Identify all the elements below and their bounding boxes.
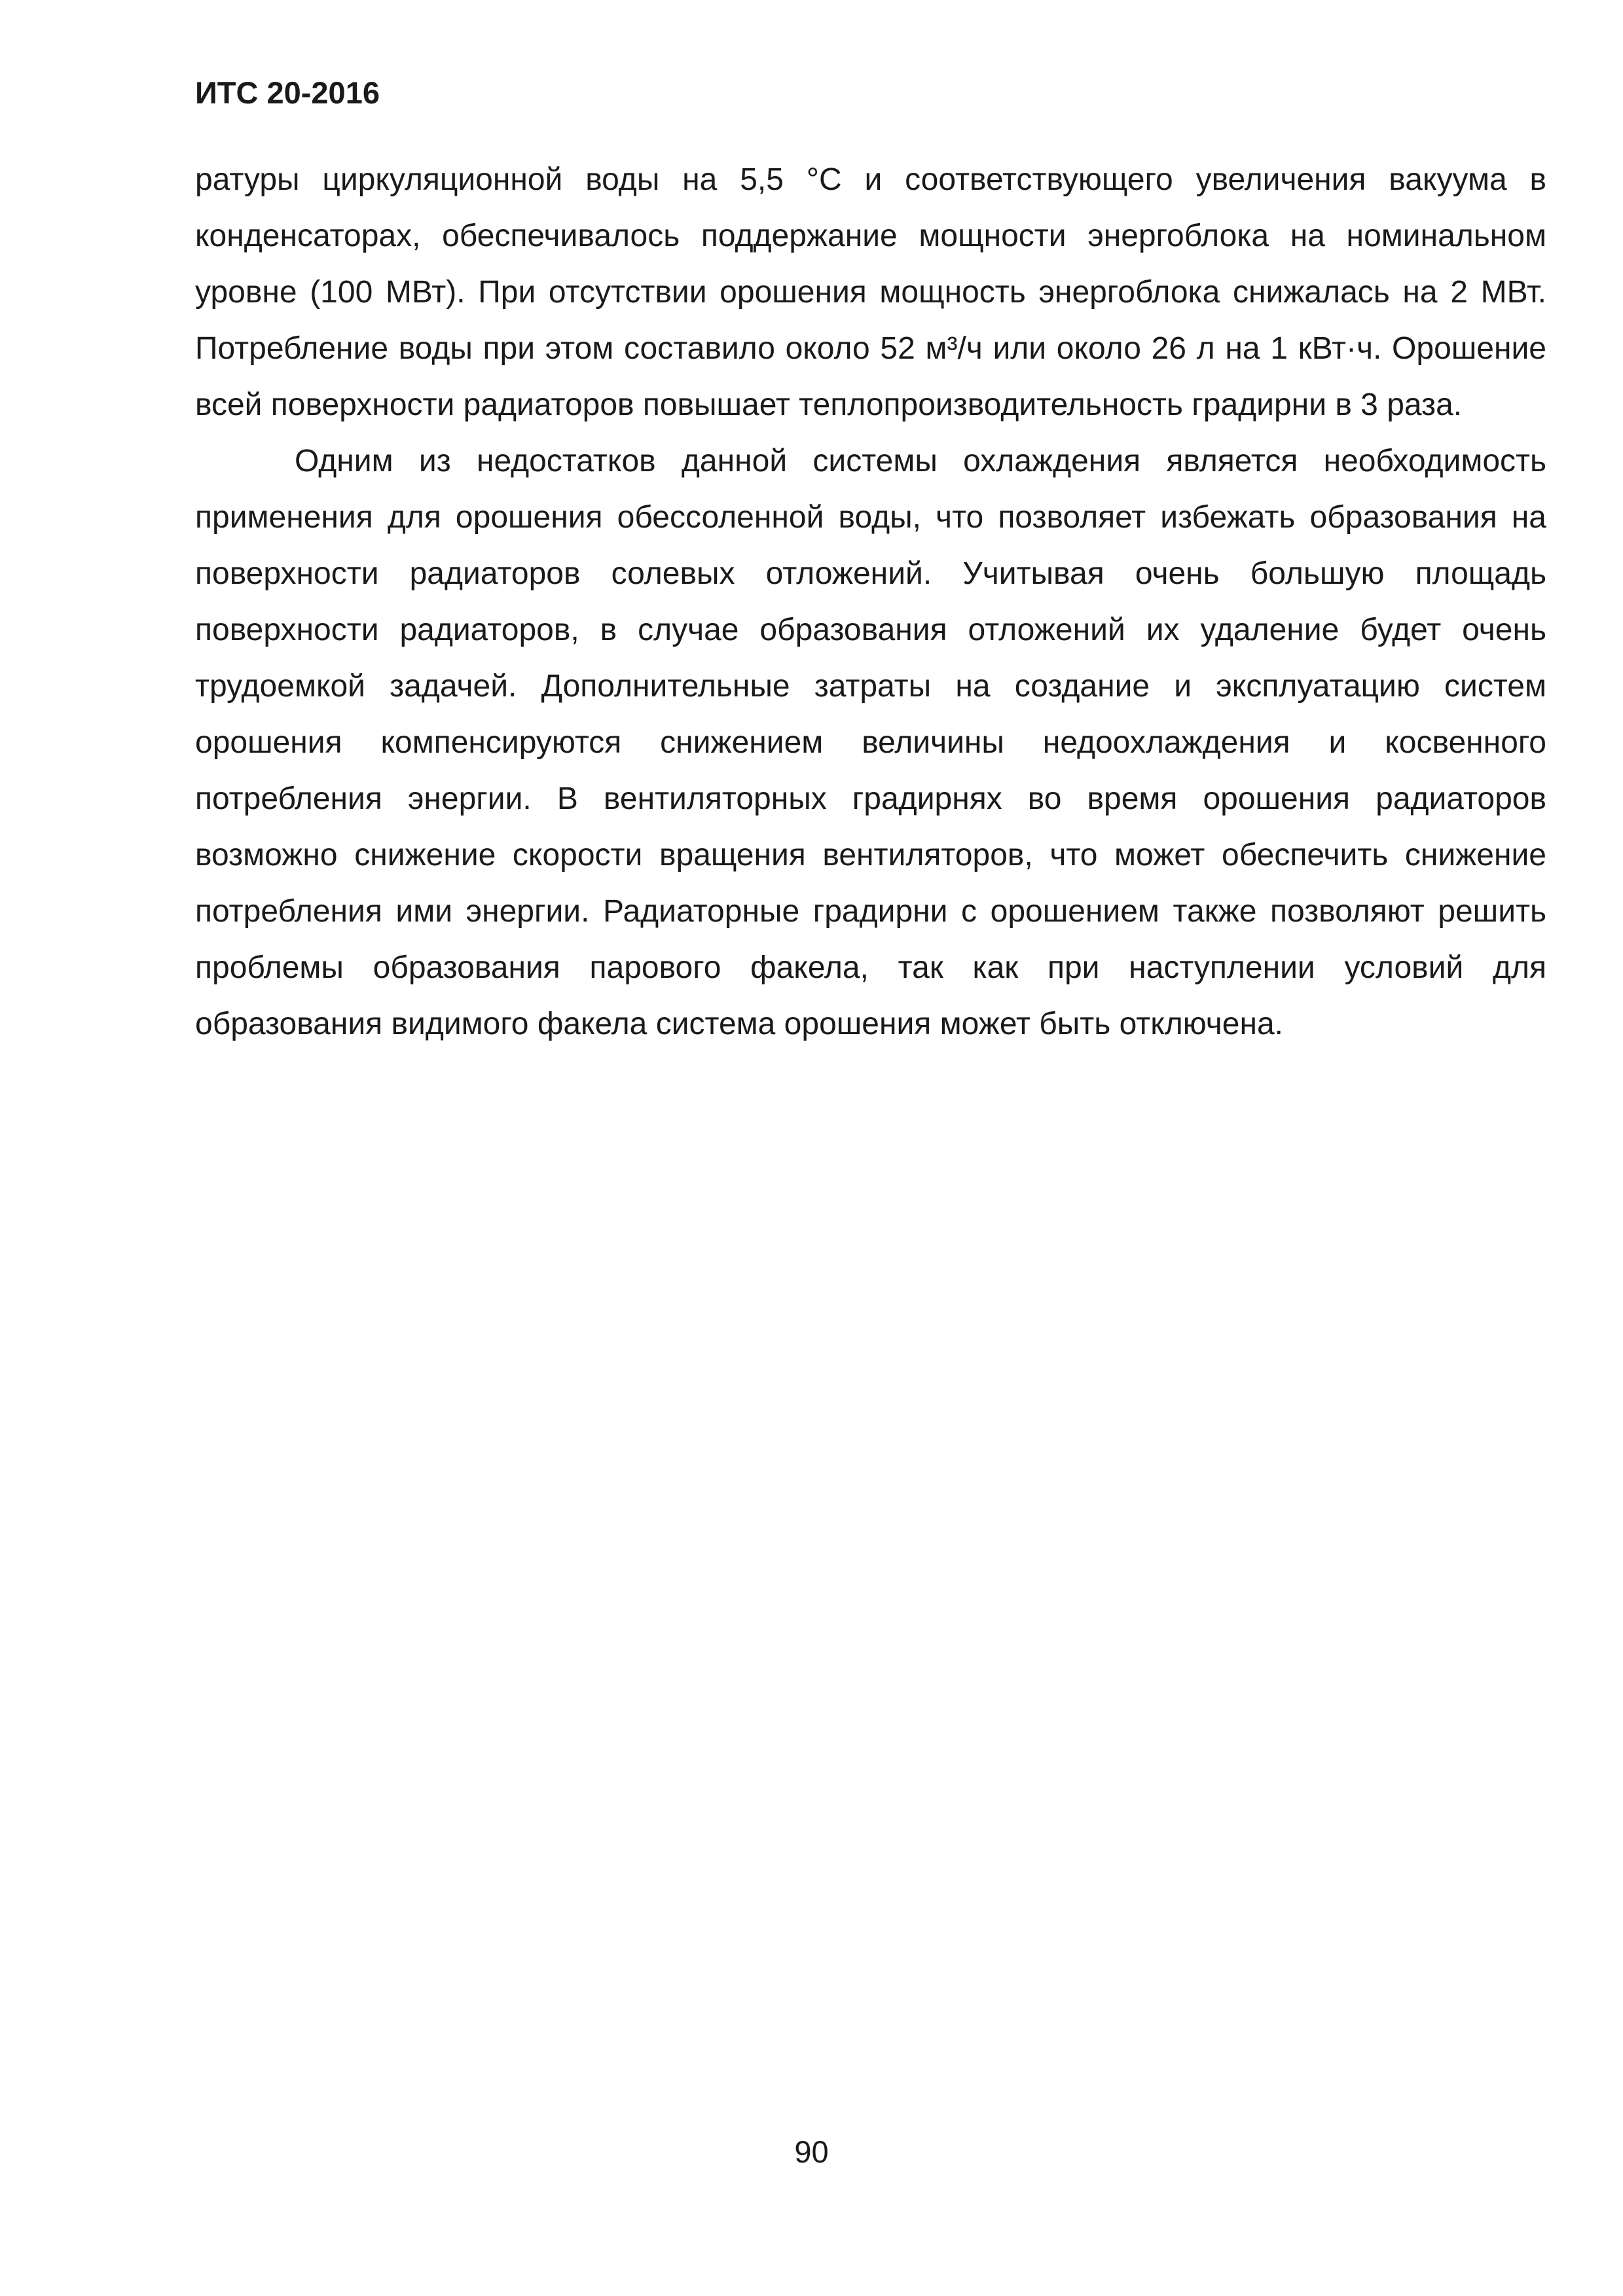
page-number: 90 (794, 2134, 829, 2169)
paragraph-continuation: ратуры циркуляционной воды на 5,5 °С и соответствующего увеличения вакуума в конденсаторах, обеспечивалось поддержание мощности энергоблока на номинальном уровне (100 МВт). При отсутствии орошения мощность энергоблока снижалась на 2 МВт. Потребление воды при этом составило около 52 м³/ч или около 26 л на 1 кВт·ч. Орошение всей поверхности радиаторов повышает теплопроизводительность градирни в 3 раза. (195, 162, 1546, 422)
document-code-header: ИТС 20-2016 (195, 75, 380, 110)
paragraph-irrigation-drawbacks: Одним из недостатков данной системы охлаждения является необходимость применения для орошения обессоленной воды, что позволяет избежать образования на поверхности радиаторов солевых отложений. Учитывая очень большую площадь поверхности радиаторов, в случае образования отложений их удаление будет очень трудоемкой задачей. Дополнительные затраты на создание и эксплуатацию систем орошения компенсируются снижением величины недоохлаждения и косвенного потребления энергии. В вентиляторных градирнях во время орошения радиаторов возможно снижение скорости вращения вентиляторов, что может обеспечить снижение потребления ими энергии. Радиаторные градирни с орошением также позволяют решить проблемы образования парового факела, так как при наступлении условий для образования видимого факела система орошения может быть отключена. (195, 444, 1546, 1041)
body-text (195, 152, 1546, 1052)
